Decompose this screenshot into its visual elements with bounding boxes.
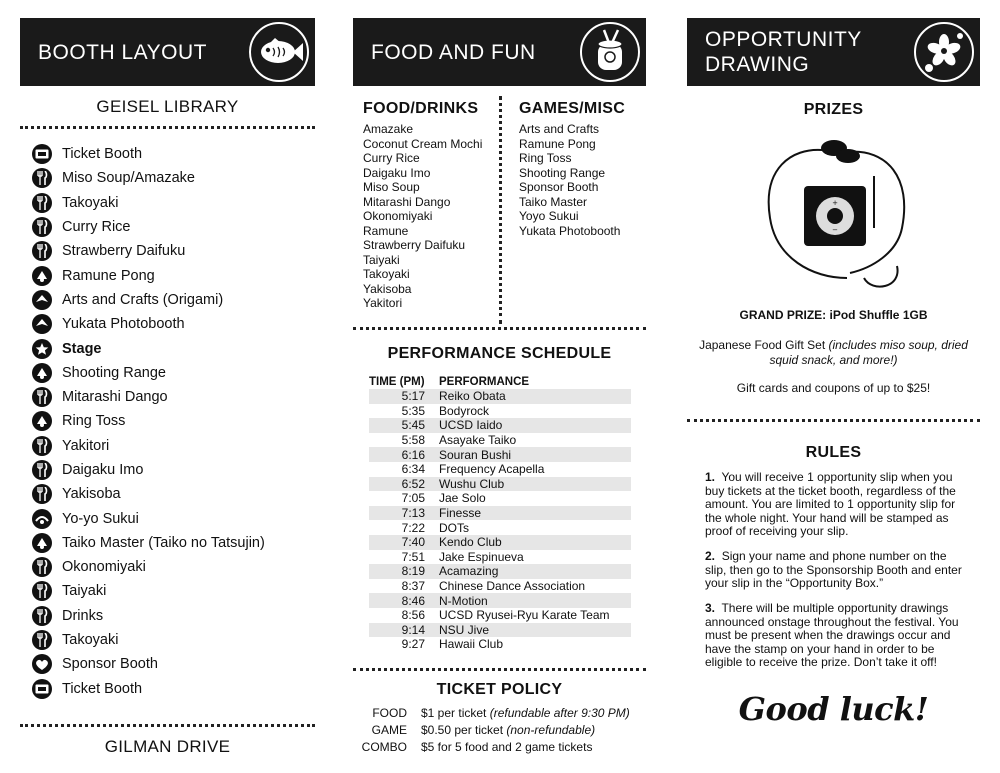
grand-prize-text: GRAND PRIZE: iPod Shuffle 1GB [739,308,928,322]
booth-label: Yakitori [62,437,110,454]
game-icon [32,266,52,286]
performance-name: UCSD Iaido [439,418,631,433]
food-item: Coconut Cream Mochi [363,136,483,151]
ticket-policy-row [353,721,646,738]
games-list [519,122,625,238]
time-column-header: TIME (PM) [369,375,425,388]
booth-list-item [32,263,317,287]
opportunity-drawing-title: OPPORTUNITY DRAWING [705,28,862,76]
good-luck-text: Good luck! [738,690,929,728]
geisel-library-label: GEISEL LIBRARY [96,97,239,116]
booth-list-item [32,142,317,166]
origami-icon [32,314,52,334]
food-and-fun-title: FOOD AND FUN [371,40,536,64]
taiyaki-fish-icon [249,22,309,82]
performance-row [369,535,631,550]
game-item: Shooting Range [519,165,606,180]
performance-row [369,593,631,608]
ticket-policy-heading: TICKET POLICY [436,681,563,698]
performance-name: DOTs [439,520,469,535]
food-item: Amazake [363,122,414,136]
performance-name: Finesse [439,506,631,521]
performance-name: Jake Espinueva [439,549,524,564]
rule-item [705,602,970,670]
rules-heading: RULES [805,444,862,461]
yoyo-icon [32,509,52,529]
utensils-icon [32,557,52,577]
performance-row [369,564,631,579]
booth-list-item [32,652,317,676]
performance-name: Souran Bushi [439,447,631,462]
food-item: Mitarashi Dango [363,194,451,209]
booth-list-item [32,482,317,506]
ticket-type: COMBO [361,739,407,754]
booth-list-item [32,628,317,652]
food-and-fun-banner [353,18,646,86]
gift-set-label: Japanese Food Gift Set [699,338,829,352]
performance-row [369,447,631,462]
game-icon [32,533,52,553]
food-item: Strawberry Daifuku [363,238,466,252]
rule-number: 3. [705,601,716,615]
performance-row [369,418,631,433]
performance-row [369,608,631,623]
performance-time: 8:19 [369,564,439,579]
booth-label: Takoyaki [62,194,119,211]
booth-list-item [32,336,317,360]
booth-list-item [32,215,317,239]
ticket-type: GAME [371,722,407,737]
booth-list-item [32,385,317,409]
taiko-drum-icon [580,22,640,82]
booth-label: Yo-yo Sukui [62,510,139,527]
gilman-drive-label: GILMAN DRIVE [104,737,231,756]
ticket-price-text: $5 for 5 food and 2 game tickets [421,739,593,754]
performance-row [369,520,631,535]
utensils-icon [32,241,52,261]
performance-row [369,477,631,492]
performance-name: Frequency Acapella [439,462,545,477]
rule-item [705,550,970,591]
booth-label: Daigaku Imo [62,462,144,478]
booth-label: Sponsor Booth [62,656,158,673]
utensils-icon [32,581,52,601]
booth-list-item [32,191,317,215]
booth-label: Shooting Range [62,364,166,381]
utensils-icon [32,460,52,480]
food-item: Yakitori [363,296,403,310]
rule-item [705,471,970,539]
ticket-price [421,740,592,754]
booth-label: Okonomiyaki [62,559,146,576]
performance-row [369,404,631,419]
performance-row [369,623,631,638]
food-item: Okonomiyaki [363,209,433,223]
svg-text:+: + [832,199,838,207]
performance-time: 9:14 [369,623,439,638]
food-item: Takoyaki [363,267,410,281]
gift-set-note: (includes miso soup, dried squid snack, and more!) [769,338,968,367]
ticket-price-note: (non-refundable) [506,722,596,737]
svg-text:−: − [832,226,838,234]
booth-label: Yukata Photobooth [62,316,185,333]
booth-layout-banner [20,18,315,86]
booth-label: Takoyaki [62,632,119,649]
performance-time: 8:56 [401,608,425,623]
game-item: Yoyo Sukui [519,209,579,223]
performance-table [369,374,631,652]
performance-time: 5:35 [401,403,425,418]
booth-list-item [32,458,317,482]
games-misc-heading: GAMES/MISC [519,100,626,117]
performance-time: 6:34 [401,462,425,477]
booth-label: Drinks [62,607,104,624]
ticket-price [421,706,630,720]
booth-label: Ring Toss [62,413,126,430]
performance-name: Reiko Obata [439,389,631,404]
utensils-icon [32,193,52,213]
prizes-heading: PRIZES [803,101,864,118]
booth-list-item [32,361,317,385]
booth-label: Curry Rice [62,219,131,236]
booth-list-item [32,409,317,433]
ticket-price [421,723,595,737]
opportunity-drawing-panel [687,0,980,773]
booth-list-item [32,312,317,336]
booth-label: Arts and Crafts (Origami) [62,291,224,308]
ticket-icon [32,144,52,164]
rule-text: Sign your name and phone number on the slip, then go to the Sponsorship Booth and enter your slip in the “Opportunity Box.” [705,549,962,590]
performance-time: 6:16 [369,447,439,462]
performance-row [369,462,631,477]
performance-column-header: PERFORMANCE [439,375,530,388]
performance-time: 8:46 [369,593,439,608]
booth-label: Yakisoba [62,486,121,503]
performance-time: 7:13 [369,506,439,521]
game-item: Sponsor Booth [519,180,599,194]
rule-text: There will be multiple opportunity drawings announced onstage throughout the festival. You must be present when the drawings occur and have the stamp on your hand in order to be eligible to receive the prize. Don’t take it off! [705,601,959,669]
performance-name: Hawaii Club [439,637,504,652]
game-item: Ramune Pong [519,136,596,151]
food-and-fun-panel [353,0,646,773]
rule-number: 2. [705,549,716,563]
performance-row [369,579,631,594]
performance-name: Chinese Dance Association [439,579,586,594]
utensils-icon [32,436,52,456]
food-item: Daigaku Imo [363,165,431,180]
dotted-divider [687,419,980,422]
performance-name: Jae Solo [439,491,486,506]
booth-list-item [32,604,317,628]
performance-name: Wushu Club [439,477,631,492]
ticket-price-text: $0.50 per ticket [421,722,507,737]
performance-schedule-heading: PERFORMANCE SCHEDULE [387,345,612,362]
food-item: Taiyaki [363,252,400,267]
utensils-icon [32,168,52,188]
food-list [363,122,482,311]
booth-list-item [32,677,317,701]
ticket-policy-row [353,704,646,721]
performance-time: 5:45 [369,418,439,433]
performance-time: 5:58 [401,433,425,448]
dotted-divider [20,724,315,727]
booth-label: Stage [62,340,102,357]
booth-label: Ticket Booth [62,680,143,697]
heart-icon [32,654,52,674]
performance-table-header [369,374,631,389]
food-drinks-heading: FOOD/DRINKS [363,100,479,117]
dotted-divider [353,327,646,330]
performance-time: 6:52 [369,477,439,492]
performance-name: Acamazing [439,564,631,579]
gift-set-text [687,338,980,367]
gift-cards-text: Gift cards and coupons of up to $25! [736,381,931,395]
ticket-icon [32,679,52,699]
performance-row [369,506,631,521]
performance-row [369,550,631,565]
ticket-policy-list [353,704,646,755]
performance-row [369,433,631,448]
performance-time: 7:22 [401,520,425,535]
booth-list [32,142,317,701]
booth-list-item [32,166,317,190]
game-item: Taiko Master [519,194,588,209]
performance-time: 7:51 [401,549,425,564]
performance-time: 7:05 [401,491,425,506]
utensils-icon [32,387,52,407]
booth-label: Miso Soup/Amazake [62,170,195,187]
game-item: Ring Toss [519,151,572,165]
booth-list-item [32,434,317,458]
game-item: Arts and Crafts [519,122,600,136]
performance-name: Kendo Club [439,535,631,550]
performance-name: Bodyrock [439,403,490,418]
food-drinks-section [363,100,482,311]
food-item: Yakisoba [363,281,412,296]
game-item: Yukata Photobooth [519,223,621,238]
utensils-icon [32,606,52,626]
game-icon [32,363,52,383]
ticket-type: FOOD [372,705,407,720]
booth-label: Mitarashi Dango [62,389,168,406]
performance-time: 7:40 [369,535,439,550]
ticket-price-note: (refundable after 9:30 PM) [489,705,630,720]
performance-name: Asayake Taiko [439,433,517,448]
opportunity-drawing-banner [687,18,980,86]
performance-name: N-Motion [439,593,631,608]
utensils-icon [32,484,52,504]
rule-number: 1. [705,470,716,484]
performance-row [369,389,631,404]
booth-layout-title: BOOTH LAYOUT [38,40,207,64]
performance-row [369,637,631,652]
booth-list-item [32,506,317,530]
booth-label: Ramune Pong [62,267,155,284]
performance-time: 5:17 [369,389,439,404]
rule-text: You will receive 1 opportunity slip when you buy tickets at the ticket booth, regardless of the amount. You are limited to 1 opportunity slip for the whole night. Your hand will be stamped as proof of receiving your slip. [705,470,956,538]
booth-list-item [32,555,317,579]
origami-icon [32,290,52,310]
utensils-icon [32,217,52,237]
game-icon [32,411,52,431]
vertical-dotted-divider [499,96,502,324]
dotted-divider [353,668,646,671]
food-item: Ramune [363,223,409,238]
booth-list-item [32,579,317,603]
booth-label: Strawberry Daifuku [62,243,186,260]
booth-label: Ticket Booth [62,146,143,163]
utensils-icon [32,630,52,650]
booth-label: Taiko Master (Taiko no Tatsujin) [62,534,265,551]
star-icon [32,339,52,359]
performance-name: NSU Jive [439,623,631,638]
performance-time: 9:27 [401,637,425,652]
booth-list-item [32,531,317,555]
performance-row [369,491,631,506]
booth-label: Taiyaki [62,583,107,600]
performance-name: UCSD Ryusei-Ryu Karate Team [439,608,610,623]
performance-time: 8:37 [401,579,425,594]
games-misc-section [519,100,625,238]
ticket-policy-row [353,738,646,755]
food-item: Miso Soup [363,180,420,194]
food-item: Curry Rice [363,151,420,165]
dotted-divider [20,126,315,129]
ipod-shuffle-image [752,128,922,298]
sakura-flower-icon [914,22,974,82]
booth-list-item [32,288,317,312]
booth-list-item [32,239,317,263]
ticket-price-text: $1 per ticket [421,705,490,720]
booth-layout-panel [20,0,315,773]
